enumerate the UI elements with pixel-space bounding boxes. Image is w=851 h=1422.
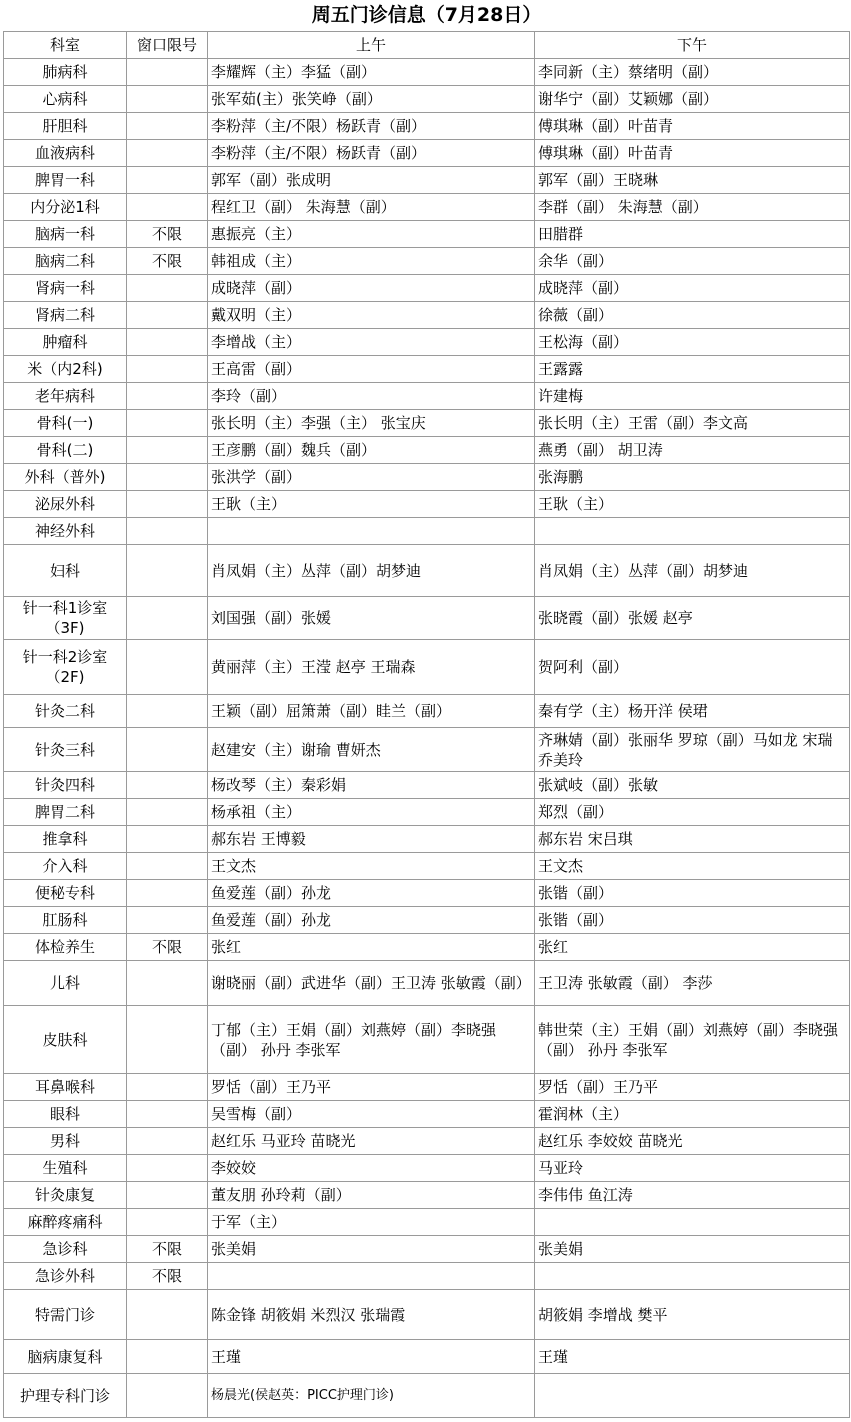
dept-cell: 针灸二科 xyxy=(4,695,127,728)
window-limit-cell xyxy=(127,728,208,772)
afternoon-cell: 胡筱娟 李增战 樊平 xyxy=(535,1290,850,1340)
morning-cell: 戴双明（主） xyxy=(208,302,535,329)
window-limit-cell xyxy=(127,464,208,491)
afternoon-cell: 马亚玲 xyxy=(535,1155,850,1182)
dept-cell: 儿科 xyxy=(4,961,127,1006)
dept-cell: 脑病一科 xyxy=(4,221,127,248)
afternoon-cell: 韩世荣（主）王娟（副）刘燕婷（副）李晓强（副） 孙丹 李张军 xyxy=(535,1006,850,1074)
dept-cell: 脾胃一科 xyxy=(4,167,127,194)
morning-cell: 董友朋 孙玲莉（副） xyxy=(208,1182,535,1209)
morning-cell: 张长明（主）李强（主） 张宝庆 xyxy=(208,410,535,437)
dept-cell: 骨科(二) xyxy=(4,437,127,464)
morning-cell: 黄丽萍（主）王滢 赵亭 王瑞森 xyxy=(208,640,535,695)
morning-cell: 李姣姣 xyxy=(208,1155,535,1182)
table-row xyxy=(4,1155,850,1182)
window-limit-cell xyxy=(127,140,208,167)
table-row xyxy=(4,1074,850,1101)
afternoon-cell: 肖凤娟（主）丛萍（副）胡梦迪 xyxy=(535,545,850,597)
window-limit-cell: 不限 xyxy=(127,1263,208,1290)
afternoon-cell: 许建梅 xyxy=(535,383,850,410)
morning-cell: 于军（主） xyxy=(208,1209,535,1236)
window-limit-cell xyxy=(127,86,208,113)
window-limit-cell xyxy=(127,437,208,464)
window-limit-cell xyxy=(127,113,208,140)
afternoon-cell: 张海鹏 xyxy=(535,464,850,491)
window-limit-cell xyxy=(127,1155,208,1182)
morning-cell: 杨承祖（主） xyxy=(208,799,535,826)
window-limit-cell xyxy=(127,799,208,826)
header-window: 窗口限号 xyxy=(127,32,208,59)
afternoon-cell xyxy=(535,1209,850,1236)
afternoon-cell: 张美娟 xyxy=(535,1236,850,1263)
window-limit-cell xyxy=(127,383,208,410)
table-row xyxy=(4,113,850,140)
window-limit-cell xyxy=(127,1128,208,1155)
dept-cell: 麻醉疼痛科 xyxy=(4,1209,127,1236)
table-row xyxy=(4,695,850,728)
afternoon-cell: 罗恬（副）王乃平 xyxy=(535,1074,850,1101)
table-row xyxy=(4,934,850,961)
table-row xyxy=(4,275,850,302)
dept-cell: 肿瘤科 xyxy=(4,329,127,356)
table-row xyxy=(4,907,850,934)
dept-cell: 急诊科 xyxy=(4,1236,127,1263)
afternoon-cell: 王露露 xyxy=(535,356,850,383)
dept-cell: 脑病二科 xyxy=(4,248,127,275)
table-row xyxy=(4,383,850,410)
table-row xyxy=(4,1236,850,1263)
table-row xyxy=(4,1128,850,1155)
morning-cell: 王彦鹏（副）魏兵（副） xyxy=(208,437,535,464)
table-row xyxy=(4,1263,850,1290)
dept-cell: 急诊外科 xyxy=(4,1263,127,1290)
morning-cell xyxy=(208,518,535,545)
afternoon-cell: 谢华宁（副）艾颖娜（副） xyxy=(535,86,850,113)
dept-cell: 骨科(一) xyxy=(4,410,127,437)
morning-cell: 李粉萍（主/不限）杨跃青（副） xyxy=(208,140,535,167)
afternoon-cell: 王文杰 xyxy=(535,853,850,880)
afternoon-cell: 赵红乐 李姣姣 苗晓光 xyxy=(535,1128,850,1155)
dept-cell: 神经外科 xyxy=(4,518,127,545)
dept-cell: 肺病科 xyxy=(4,59,127,86)
table-row xyxy=(4,853,850,880)
afternoon-cell xyxy=(535,1263,850,1290)
window-limit-cell xyxy=(127,1101,208,1128)
window-limit-cell xyxy=(127,1209,208,1236)
afternoon-cell: 郝东岩 宋吕琪 xyxy=(535,826,850,853)
dept-cell: 介入科 xyxy=(4,853,127,880)
morning-cell: 张军茹(主）张笑峥（副） xyxy=(208,86,535,113)
morning-cell: 吴雪梅（副） xyxy=(208,1101,535,1128)
morning-cell: 郝东岩 王博毅 xyxy=(208,826,535,853)
table-row xyxy=(4,799,850,826)
morning-cell: 韩祖成（主） xyxy=(208,248,535,275)
dept-cell: 脾胃二科 xyxy=(4,799,127,826)
window-limit-cell xyxy=(127,597,208,640)
morning-cell: 李增战（主） xyxy=(208,329,535,356)
afternoon-cell: 张锴（副） xyxy=(535,907,850,934)
morning-cell: 李玲（副） xyxy=(208,383,535,410)
afternoon-cell: 徐薇（副） xyxy=(535,302,850,329)
morning-cell: 李粉萍（主/不限）杨跃青（副） xyxy=(208,113,535,140)
window-limit-cell xyxy=(127,1374,208,1418)
morning-cell: 程红卫（副） 朱海慧（副） xyxy=(208,194,535,221)
table-row xyxy=(4,329,850,356)
afternoon-cell: 李伟伟 鱼江涛 xyxy=(535,1182,850,1209)
dept-cell: 体检养生 xyxy=(4,934,127,961)
morning-cell: 肖凤娟（主）丛萍（副）胡梦迪 xyxy=(208,545,535,597)
afternoon-cell: 霍润林（主） xyxy=(535,1101,850,1128)
dept-cell: 男科 xyxy=(4,1128,127,1155)
dept-cell: 妇科 xyxy=(4,545,127,597)
window-limit-cell xyxy=(127,961,208,1006)
dept-cell: 护理专科门诊 xyxy=(4,1374,127,1418)
table-row xyxy=(4,356,850,383)
window-limit-cell xyxy=(127,491,208,518)
table-row xyxy=(4,86,850,113)
table-row xyxy=(4,248,850,275)
morning-cell: 张洪学（副） xyxy=(208,464,535,491)
dept-cell: 针灸三科 xyxy=(4,728,127,772)
morning-cell: 惠振亮（主） xyxy=(208,221,535,248)
morning-cell: 王高雷（副） xyxy=(208,356,535,383)
window-limit-cell xyxy=(127,329,208,356)
afternoon-cell: 燕勇（副） 胡卫涛 xyxy=(535,437,850,464)
table-row xyxy=(4,464,850,491)
window-limit-cell xyxy=(127,880,208,907)
morning-cell: 王耿（主） xyxy=(208,491,535,518)
morning-cell: 罗恬（副）王乃平 xyxy=(208,1074,535,1101)
afternoon-cell: 郭军（副）王晓琳 xyxy=(535,167,850,194)
table-row xyxy=(4,410,850,437)
window-limit-cell xyxy=(127,1340,208,1374)
table-row xyxy=(4,1006,850,1074)
afternoon-cell: 张锴（副） xyxy=(535,880,850,907)
table-row xyxy=(4,1340,850,1374)
table-row xyxy=(4,140,850,167)
afternoon-cell: 傅琪琳（副）叶苗青 xyxy=(535,113,850,140)
table-row xyxy=(4,728,850,772)
window-limit-cell xyxy=(127,1290,208,1340)
dept-cell: 肾病二科 xyxy=(4,302,127,329)
morning-cell: 丁郁（主）王娟（副）刘燕婷（副）李晓强（副） 孙丹 李张军 xyxy=(208,1006,535,1074)
title-row xyxy=(4,0,850,32)
afternoon-cell: 张晓霞（副）张媛 赵亭 xyxy=(535,597,850,640)
afternoon-cell xyxy=(535,1374,850,1418)
window-limit-cell xyxy=(127,167,208,194)
window-limit-cell xyxy=(127,1182,208,1209)
window-limit-cell xyxy=(127,275,208,302)
header-dept: 科室 xyxy=(4,32,127,59)
dept-cell: 便秘专科 xyxy=(4,880,127,907)
afternoon-cell: 张红 xyxy=(535,934,850,961)
afternoon-cell: 王松海（副） xyxy=(535,329,850,356)
window-limit-cell xyxy=(127,826,208,853)
afternoon-cell xyxy=(535,518,850,545)
morning-cell: 杨晨光(侯赵英：PICC护理门诊) xyxy=(208,1374,535,1418)
afternoon-cell: 贺阿利（副） xyxy=(535,640,850,695)
morning-cell: 成晓萍（副） xyxy=(208,275,535,302)
dept-cell: 肝胆科 xyxy=(4,113,127,140)
table-row xyxy=(4,545,850,597)
table-row xyxy=(4,826,850,853)
header-pm: 下午 xyxy=(535,32,850,59)
dept-cell: 肛肠科 xyxy=(4,907,127,934)
table-row xyxy=(4,1209,850,1236)
afternoon-cell: 李同新（主）蔡绪明（副） xyxy=(535,59,850,86)
table-row xyxy=(4,437,850,464)
header-row xyxy=(4,32,850,59)
afternoon-cell: 李群（副） 朱海慧（副） xyxy=(535,194,850,221)
window-limit-cell xyxy=(127,194,208,221)
morning-cell: 鱼爱莲（副）孙龙 xyxy=(208,880,535,907)
dept-cell: 米（内2科) xyxy=(4,356,127,383)
table-row xyxy=(4,772,850,799)
morning-cell: 刘国强（副）张媛 xyxy=(208,597,535,640)
window-limit-cell: 不限 xyxy=(127,221,208,248)
table-row xyxy=(4,518,850,545)
dept-cell: 推拿科 xyxy=(4,826,127,853)
dept-cell: 内分泌1科 xyxy=(4,194,127,221)
afternoon-cell: 张长明（主）王雷（副）李文高 xyxy=(535,410,850,437)
header-am: 上午 xyxy=(208,32,535,59)
window-limit-cell xyxy=(127,545,208,597)
afternoon-cell: 郑烈（副） xyxy=(535,799,850,826)
afternoon-cell: 成晓萍（副） xyxy=(535,275,850,302)
dept-cell: 眼科 xyxy=(4,1101,127,1128)
table-row xyxy=(4,1290,850,1340)
dept-cell: 皮肤科 xyxy=(4,1006,127,1074)
window-limit-cell xyxy=(127,640,208,695)
schedule-table xyxy=(3,0,850,1418)
morning-cell: 郭军（副）张成明 xyxy=(208,167,535,194)
dept-cell: 心病科 xyxy=(4,86,127,113)
table-row xyxy=(4,221,850,248)
afternoon-cell: 余华（副） xyxy=(535,248,850,275)
afternoon-cell: 秦有学（主）杨开洋 侯珺 xyxy=(535,695,850,728)
dept-cell: 针一科2诊室（2F) xyxy=(4,640,127,695)
dept-cell: 肾病一科 xyxy=(4,275,127,302)
morning-cell: 陈金锋 胡筱娟 米烈汉 张瑞霞 xyxy=(208,1290,535,1340)
table-row xyxy=(4,961,850,1006)
window-limit-cell xyxy=(127,772,208,799)
afternoon-cell: 张斌岐（副）张敏 xyxy=(535,772,850,799)
morning-cell: 杨改琴（主）秦彩娟 xyxy=(208,772,535,799)
afternoon-cell: 田腊群 xyxy=(535,221,850,248)
table-row xyxy=(4,640,850,695)
morning-cell: 赵红乐 马亚玲 苗晓光 xyxy=(208,1128,535,1155)
window-limit-cell xyxy=(127,907,208,934)
table-row xyxy=(4,597,850,640)
window-limit-cell: 不限 xyxy=(127,1236,208,1263)
morning-cell xyxy=(208,1263,535,1290)
table-row xyxy=(4,194,850,221)
afternoon-cell: 齐琳婧（副）张丽华 罗琼（副）马如龙 宋瑞 乔美玲 xyxy=(535,728,850,772)
window-limit-cell xyxy=(127,518,208,545)
dept-cell: 外科（普外) xyxy=(4,464,127,491)
dept-cell: 针灸康复 xyxy=(4,1182,127,1209)
morning-cell: 赵建安（主）谢瑜 曹妍杰 xyxy=(208,728,535,772)
dept-cell: 生殖科 xyxy=(4,1155,127,1182)
dept-cell: 特需门诊 xyxy=(4,1290,127,1340)
dept-cell: 泌尿外科 xyxy=(4,491,127,518)
morning-cell: 张美娟 xyxy=(208,1236,535,1263)
window-limit-cell xyxy=(127,853,208,880)
afternoon-cell: 傅琪琳（副）叶苗青 xyxy=(535,140,850,167)
table-row xyxy=(4,880,850,907)
table-row xyxy=(4,491,850,518)
afternoon-cell: 王瑾 xyxy=(535,1340,850,1374)
page-title: 周五门诊信息（7月28日） xyxy=(4,0,850,32)
morning-cell: 李耀辉（主）李猛（副） xyxy=(208,59,535,86)
window-limit-cell xyxy=(127,695,208,728)
afternoon-cell: 王卫涛 张敏霞（副） 李莎 xyxy=(535,961,850,1006)
morning-cell: 王颖（副）屈箫萧（副）眭兰（副） xyxy=(208,695,535,728)
morning-cell: 张红 xyxy=(208,934,535,961)
morning-cell: 王文杰 xyxy=(208,853,535,880)
table-row xyxy=(4,1374,850,1418)
window-limit-cell xyxy=(127,302,208,329)
dept-cell: 针一科1诊室（3F) xyxy=(4,597,127,640)
window-limit-cell: 不限 xyxy=(127,248,208,275)
window-limit-cell xyxy=(127,1006,208,1074)
dept-cell: 耳鼻喉科 xyxy=(4,1074,127,1101)
table-row xyxy=(4,59,850,86)
window-limit-cell xyxy=(127,59,208,86)
window-limit-cell: 不限 xyxy=(127,934,208,961)
dept-cell: 脑病康复科 xyxy=(4,1340,127,1374)
morning-cell: 王瑾 xyxy=(208,1340,535,1374)
morning-cell: 谢晓丽（副）武进华（副）王卫涛 张敏霞（副） xyxy=(208,961,535,1006)
dept-cell: 老年病科 xyxy=(4,383,127,410)
dept-cell: 针灸四科 xyxy=(4,772,127,799)
table-row xyxy=(4,302,850,329)
afternoon-cell: 王耿（主） xyxy=(535,491,850,518)
table-row xyxy=(4,1182,850,1209)
window-limit-cell xyxy=(127,1074,208,1101)
window-limit-cell xyxy=(127,356,208,383)
table-row xyxy=(4,167,850,194)
table-row xyxy=(4,1101,850,1128)
morning-cell: 鱼爱莲（副）孙龙 xyxy=(208,907,535,934)
dept-cell: 血液病科 xyxy=(4,140,127,167)
window-limit-cell xyxy=(127,410,208,437)
